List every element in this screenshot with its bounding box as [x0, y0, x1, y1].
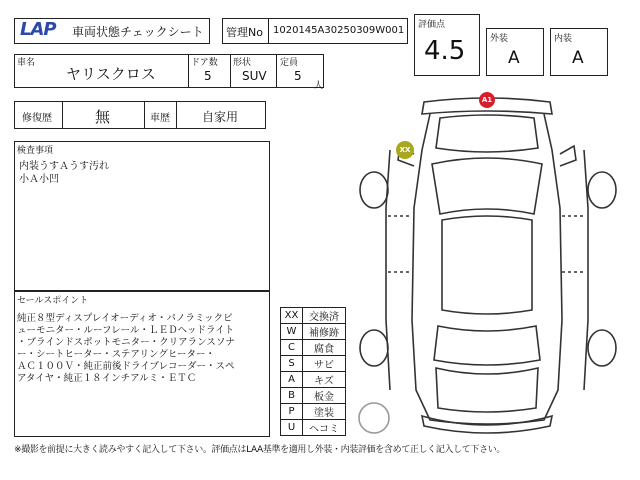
inspection-label: 検査事項: [17, 146, 54, 156]
legend-code: C: [281, 340, 303, 356]
sheet-title: 車両状態チェックシート: [72, 25, 204, 39]
footer-note: ※撮影を前提に大きく読みやすく記入して下さい。評価点はLAA基準を適用し外装・内装評価を含めて正しく記入して下さい。: [14, 445, 506, 455]
sales-point-line: アタイヤ・純正１８インチアルミ・ＥＴＣ: [17, 373, 197, 384]
shape-value: SUV: [242, 69, 267, 83]
vehicle-info-row: [14, 54, 324, 88]
legend-row: [281, 404, 346, 420]
legend-meaning: ヘコミ: [303, 420, 346, 436]
sales-point-line: 純正８型ディスプレイオーディオ・パノラミックビ: [17, 313, 233, 324]
sales-point-line: ー・シートヒーター・ステアリングヒーター・: [17, 349, 215, 360]
legend-code: S: [281, 356, 303, 372]
car-name-value: ヤリスクロス: [66, 65, 156, 83]
usage-history-value: 自家用: [202, 110, 239, 124]
legend-meaning: 板金: [303, 388, 346, 404]
doors-label: ドア数: [191, 58, 218, 68]
car-damage-diagram: [352, 90, 624, 440]
sales-point-line: ＡＣ１００Ｖ・純正前後ドライブレコーダー・スペ: [17, 361, 235, 372]
legend-row: [281, 324, 346, 340]
legend-row: [281, 340, 346, 356]
legend-code: P: [281, 404, 303, 420]
legend-row: [281, 388, 346, 404]
legend-row: [281, 420, 346, 436]
sales-points-label: セールスポイント: [17, 296, 89, 306]
doors-value: 5: [204, 69, 212, 83]
shape-label: 形状: [233, 58, 252, 68]
overall-score-value: 4.5: [424, 36, 466, 66]
legend-row: [281, 308, 346, 324]
overall-score-label: 評価点: [418, 20, 446, 30]
legend-code: U: [281, 420, 303, 436]
capacity-value: 5: [294, 69, 302, 83]
capacity-label: 定員: [280, 58, 299, 68]
legend-meaning: 補修跡: [303, 324, 346, 340]
interior-score-label: 内装: [554, 34, 573, 44]
legend-row: [281, 356, 346, 372]
exterior-score-value: A: [508, 48, 520, 68]
inspection-line: 小Ａ小凹: [19, 174, 59, 185]
mgmt-no-label: 管理No: [226, 26, 263, 39]
repair-history-value: 無: [95, 108, 111, 126]
usage-history-label: 車歴: [150, 113, 170, 124]
legend-code: W: [281, 324, 303, 340]
legend-code: A: [281, 372, 303, 388]
legend-meaning: 交換済: [303, 308, 346, 324]
repair-history-label: 修復歴: [22, 113, 52, 124]
lap-logo: LAP: [20, 19, 56, 40]
legend-meaning: 塗装: [303, 404, 346, 420]
legend-code: B: [281, 388, 303, 404]
legend-meaning: 腐食: [303, 340, 346, 356]
legend-row: [281, 372, 346, 388]
legend-code: XX: [281, 308, 303, 324]
damage-code-legend: [280, 307, 346, 436]
inspection-line: 内装うすＡうす汚れ: [19, 161, 109, 172]
sales-point-line: ・ブラインドスポットモニター・クリアランスソナ: [17, 337, 235, 348]
car-name-label: 車名: [17, 58, 36, 68]
capacity-unit: 人: [314, 81, 324, 91]
mgmt-no-value: 1020145A30250309W001: [273, 25, 405, 36]
sales-point-line: ューモニター・ルーフレール・ＬＥＤヘッドライト: [17, 325, 235, 336]
damage-marker-a1: A1: [479, 92, 495, 108]
exterior-score-label: 外装: [490, 34, 509, 44]
legend-meaning: サビ: [303, 356, 346, 372]
damage-marker-xx: XX: [396, 141, 414, 159]
interior-score-value: A: [572, 48, 584, 68]
legend-meaning: キズ: [303, 372, 346, 388]
